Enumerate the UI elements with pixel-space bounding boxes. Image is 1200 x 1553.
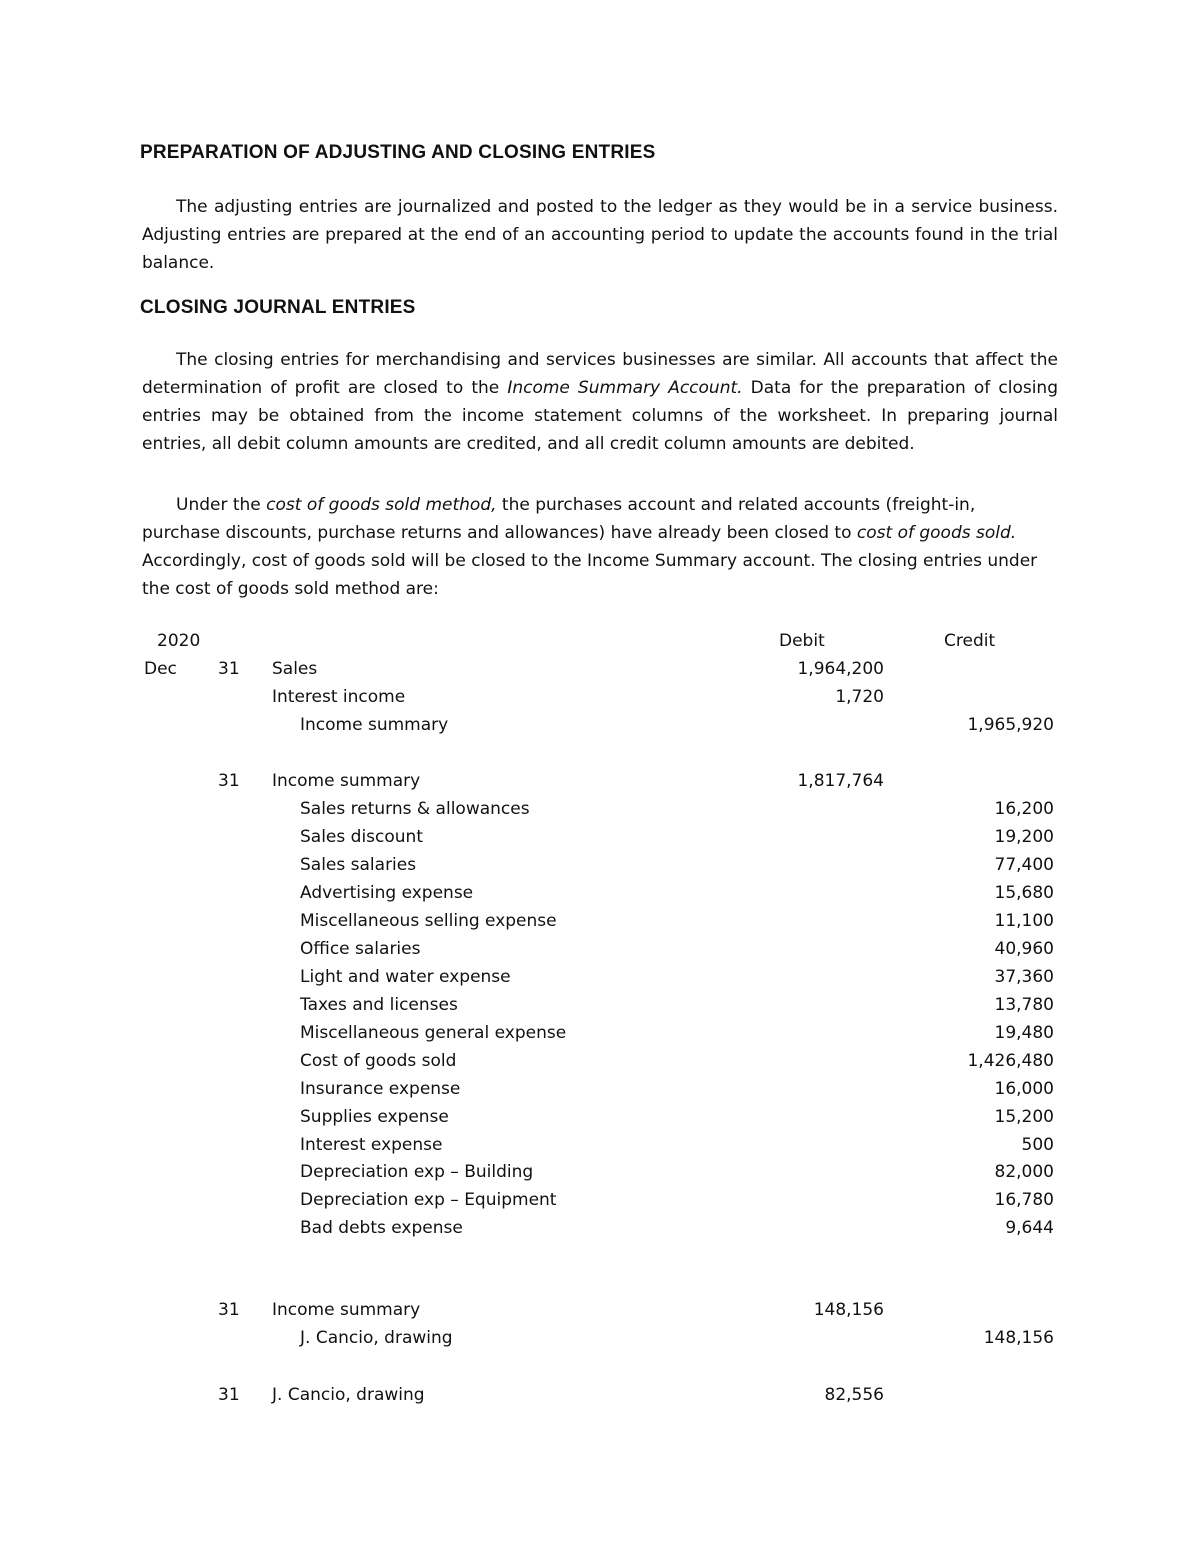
journal-month: Dec <box>144 659 177 679</box>
journal-row <box>0 963 1200 991</box>
journal-row <box>0 991 1200 1019</box>
journal-account: Office salaries <box>300 939 421 959</box>
journal-row <box>0 767 1200 795</box>
journal-debit-amount: 1,720 <box>835 687 884 707</box>
journal-credit-amount: 16,780 <box>994 1190 1054 1210</box>
journal-account: Sales salaries <box>300 855 417 875</box>
journal-account: Taxes and licenses <box>300 995 458 1015</box>
journal-header <box>0 627 1200 655</box>
journal-year: 2020 <box>157 631 201 651</box>
journal-day: 31 <box>218 1385 240 1405</box>
journal-credit-amount: 11,100 <box>994 911 1054 931</box>
closing-paragraph <box>142 346 1058 458</box>
journal-row <box>0 1214 1200 1242</box>
journal-account: J. Cancio, drawing <box>300 1328 453 1348</box>
journal-debit-amount: 82,556 <box>824 1385 884 1405</box>
journal-row <box>0 711 1200 739</box>
journal-credit-amount: 500 <box>1021 1135 1054 1155</box>
journal-credit-amount: 19,200 <box>994 827 1054 847</box>
journal-row <box>0 1131 1200 1159</box>
intro-paragraph-text: The adjusting entries are journalized and posted to the ledger as they would be in a service business. Adjusting entries are prepared at the end of an accounting period to update the accounts found in the trial balance. <box>142 197 1058 273</box>
journal-credit-amount: 148,156 <box>983 1328 1054 1348</box>
closing-paragraph-italic: Income Summary Account. <box>507 378 743 398</box>
journal-credit-amount: 82,000 <box>994 1162 1054 1182</box>
closing-paragraph-text-1: The closing entries for merchandising and services businesses are similar. All accounts that affect the determination of profit are closed to the <box>142 350 1058 398</box>
journal-account: Income summary <box>300 715 449 735</box>
cogs-paragraph-italic-2: cost of goods sold. <box>856 523 1017 543</box>
journal-row <box>0 683 1200 711</box>
journal-credit-amount: 15,200 <box>994 1107 1054 1127</box>
journal-account: Sales discount <box>300 827 423 847</box>
journal-credit-amount: 1,426,480 <box>967 1051 1054 1071</box>
credit-header: Credit <box>944 631 996 651</box>
journal-debit-amount: 148,156 <box>813 1300 884 1320</box>
journal-credit-amount: 40,960 <box>994 939 1054 959</box>
cogs-paragraph-italic-1: cost of goods sold method, <box>266 495 497 515</box>
journal-row <box>0 1019 1200 1047</box>
journal-row <box>0 1158 1200 1186</box>
journal-row <box>0 1381 1200 1409</box>
journal-credit-amount: 37,360 <box>994 967 1054 987</box>
journal-row <box>0 1186 1200 1214</box>
journal-day: 31 <box>218 771 240 791</box>
journal-account: Sales <box>272 659 318 679</box>
journal-row <box>0 935 1200 963</box>
journal-account: Cost of goods sold <box>300 1051 457 1071</box>
journal-credit-amount: 16,000 <box>994 1079 1054 1099</box>
journal-account: Light and water expense <box>300 967 511 987</box>
journal-day: 31 <box>218 1300 240 1320</box>
journal-credit-amount: 1,965,920 <box>967 715 1054 735</box>
cogs-paragraph-text-1: Under the <box>176 495 267 515</box>
debit-header: Debit <box>779 631 825 651</box>
journal-row <box>0 1047 1200 1075</box>
closing-paragraph-text-2: Data for the preparation of closing entries may be obtained from the income statement columns of the worksheet. In preparing journal entries, all debit column amounts are credited, and all credit column amounts are debited. <box>142 378 1058 454</box>
journal-debit-amount: 1,817,764 <box>797 771 884 791</box>
journal-credit-amount: 9,644 <box>1005 1218 1054 1238</box>
journal-account: J. Cancio, drawing <box>272 1385 425 1405</box>
cogs-paragraph-text-2: the purchases account and related accounts (freight-in, purchase discounts, purchase returns and allowances) have already been closed to <box>142 495 976 543</box>
journal-row <box>0 1103 1200 1131</box>
journal-row <box>0 879 1200 907</box>
journal-account: Miscellaneous selling expense <box>300 911 557 931</box>
journal-row <box>0 1296 1200 1324</box>
journal-credit-amount: 77,400 <box>994 855 1054 875</box>
journal-day: 31 <box>218 659 240 679</box>
journal-row <box>0 1324 1200 1352</box>
journal-account: Income summary <box>272 1300 421 1320</box>
journal-credit-amount: 15,680 <box>994 883 1054 903</box>
journal-credit-amount: 13,780 <box>994 995 1054 1015</box>
journal-row <box>0 655 1200 683</box>
journal-account: Insurance expense <box>300 1079 461 1099</box>
cogs-paragraph-text-3: Accordingly, cost of goods sold will be closed to the Income Summary account. The closing entries under the cost of goods sold method are: <box>142 551 1038 599</box>
journal-account: Sales returns & allowances <box>300 799 530 819</box>
journal-account: Interest income <box>272 687 406 707</box>
intro-paragraph <box>142 193 1058 277</box>
journal-row <box>0 907 1200 935</box>
journal-account: Interest expense <box>300 1135 443 1155</box>
journal-account: Depreciation exp – Building <box>300 1162 534 1182</box>
journal-account: Miscellaneous general expense <box>300 1023 567 1043</box>
journal-credit-amount: 19,480 <box>994 1023 1054 1043</box>
cogs-paragraph <box>142 491 1058 603</box>
journal-account: Advertising expense <box>300 883 474 903</box>
page-title: PREPARATION OF ADJUSTING AND CLOSING ENTRIES <box>140 142 656 163</box>
journal-row <box>0 823 1200 851</box>
journal-account: Supplies expense <box>300 1107 449 1127</box>
journal-debit-amount: 1,964,200 <box>797 659 884 679</box>
journal-account: Depreciation exp – Equipment <box>300 1190 557 1210</box>
journal-row <box>0 1075 1200 1103</box>
journal-row <box>0 851 1200 879</box>
journal-account: Bad debts expense <box>300 1218 463 1238</box>
journal-row <box>0 795 1200 823</box>
journal-account: Income summary <box>272 771 421 791</box>
journal-credit-amount: 16,200 <box>994 799 1054 819</box>
section-heading: CLOSING JOURNAL ENTRIES <box>140 297 416 318</box>
